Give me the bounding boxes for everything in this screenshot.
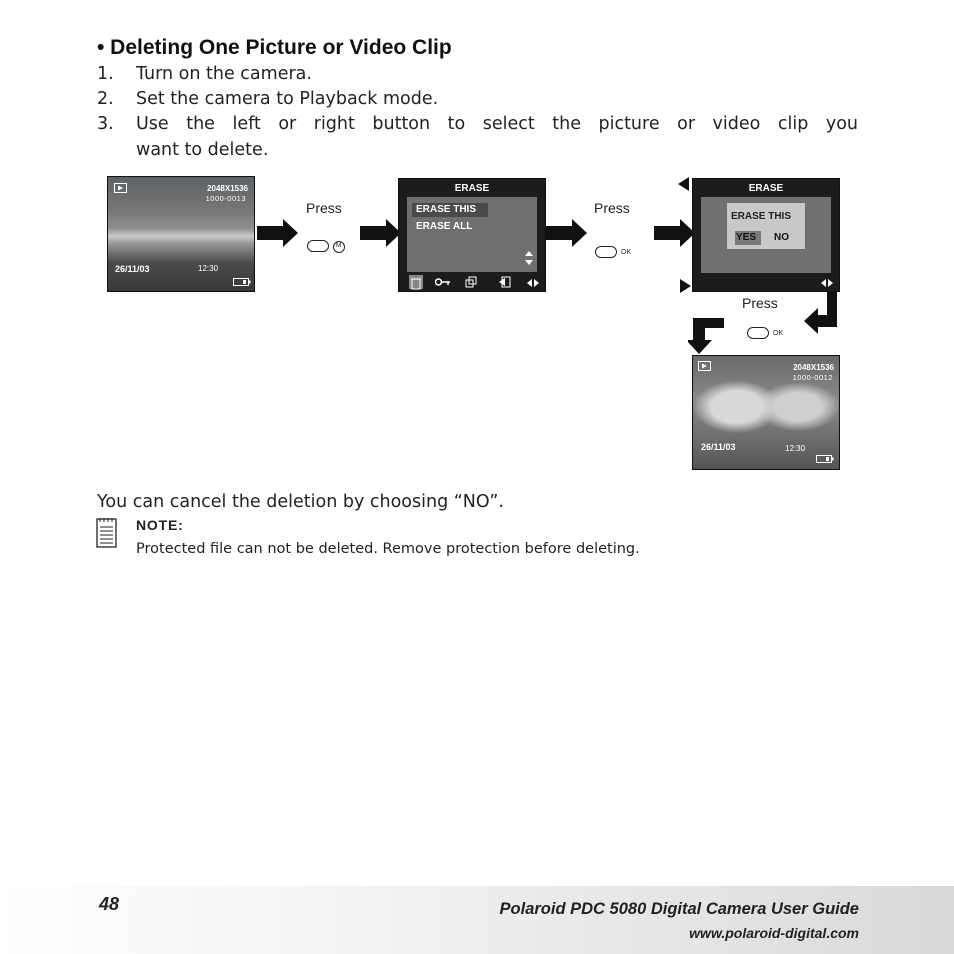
guide-title: Polaroid PDC 5080 Digital Camera User Guide	[499, 900, 859, 918]
press-label: Press	[306, 200, 342, 216]
right-arrow-icon	[257, 219, 299, 247]
confirm-title: ERASE	[748, 183, 784, 194]
menu-item-erase-all[interactable]: ERASE ALL	[416, 221, 473, 232]
step-number: 3.	[97, 114, 114, 134]
time-label: 12:30	[785, 444, 806, 453]
step-number: 2.	[97, 89, 114, 109]
no-option[interactable]: NO	[774, 232, 789, 243]
bent-arrow-icon	[800, 292, 840, 334]
file-number: 1000-0012	[792, 373, 833, 382]
ok-button-icon	[747, 327, 787, 343]
website-url: www.polaroid-digital.com	[689, 925, 859, 941]
button-label: OK	[621, 249, 632, 256]
date-label: 26/11/03	[115, 264, 150, 274]
playback-mode-icon	[114, 183, 127, 193]
exit-icon	[499, 276, 511, 288]
battery-icon	[233, 278, 251, 286]
confirm-prompt: ERASE THIS	[731, 211, 792, 222]
left-right-arrows-icon	[527, 279, 539, 287]
trash-icon	[409, 275, 423, 289]
right-arrow-icon	[546, 219, 588, 247]
button-label: M	[336, 242, 342, 249]
playback-mode-icon	[698, 361, 711, 371]
notepad-icon	[96, 516, 118, 548]
playback-screen-after	[692, 355, 840, 470]
menu-title: ERASE	[454, 183, 490, 194]
erase-menu-screen	[398, 178, 546, 292]
date-label: 26/11/03	[701, 442, 736, 452]
yes-option[interactable]: YES	[736, 232, 757, 243]
step-text-line1: Use the left or right button to select the picture or video clip you	[136, 114, 858, 134]
playback-screen-before	[107, 176, 255, 292]
press-label: Press	[742, 295, 778, 311]
time-label: 12:30	[198, 264, 219, 273]
section-heading: • Deleting One Picture or Video Clip	[97, 36, 452, 59]
step-3	[0, 114, 954, 164]
erase-confirm-screen	[692, 178, 840, 292]
button-label: OK	[773, 330, 784, 337]
left-right-arrows-icon	[821, 279, 833, 287]
bent-arrow-down-icon	[688, 316, 728, 356]
right-arrow-icon	[654, 219, 696, 247]
menu-item-erase-this[interactable]: ERASE THIS	[416, 204, 477, 215]
right-arrow-icon	[360, 219, 402, 247]
battery-icon	[816, 455, 834, 463]
press-label: Press	[594, 200, 630, 216]
scroll-arrows-icon	[525, 251, 533, 265]
cancel-instruction: You can cancel the deletion by choosing “NO”.	[97, 492, 504, 512]
right-triangle-icon	[680, 279, 692, 293]
step-number: 1.	[97, 64, 114, 84]
ok-button-icon	[595, 246, 635, 262]
step-text: Turn on the camera.	[136, 64, 312, 84]
left-triangle-icon	[678, 177, 690, 191]
key-icon	[435, 277, 451, 287]
footer-band	[0, 886, 954, 954]
note-text: Protected file can not be deleted. Remove protection before deleting.	[136, 541, 640, 557]
resolution-label: 2048X1536	[793, 363, 834, 372]
step-1	[0, 64, 954, 88]
note-label: NOTE:	[136, 517, 184, 533]
resolution-label: 2048X1536	[207, 184, 248, 193]
step-text: Set the camera to Playback mode.	[136, 89, 439, 109]
step-2	[0, 89, 954, 113]
menu-button-icon	[307, 240, 347, 256]
page-number: 48	[99, 894, 120, 914]
step-text-line2: want to delete.	[136, 140, 269, 160]
file-number: 1000-0013	[205, 194, 246, 203]
copy-icon	[465, 276, 477, 288]
